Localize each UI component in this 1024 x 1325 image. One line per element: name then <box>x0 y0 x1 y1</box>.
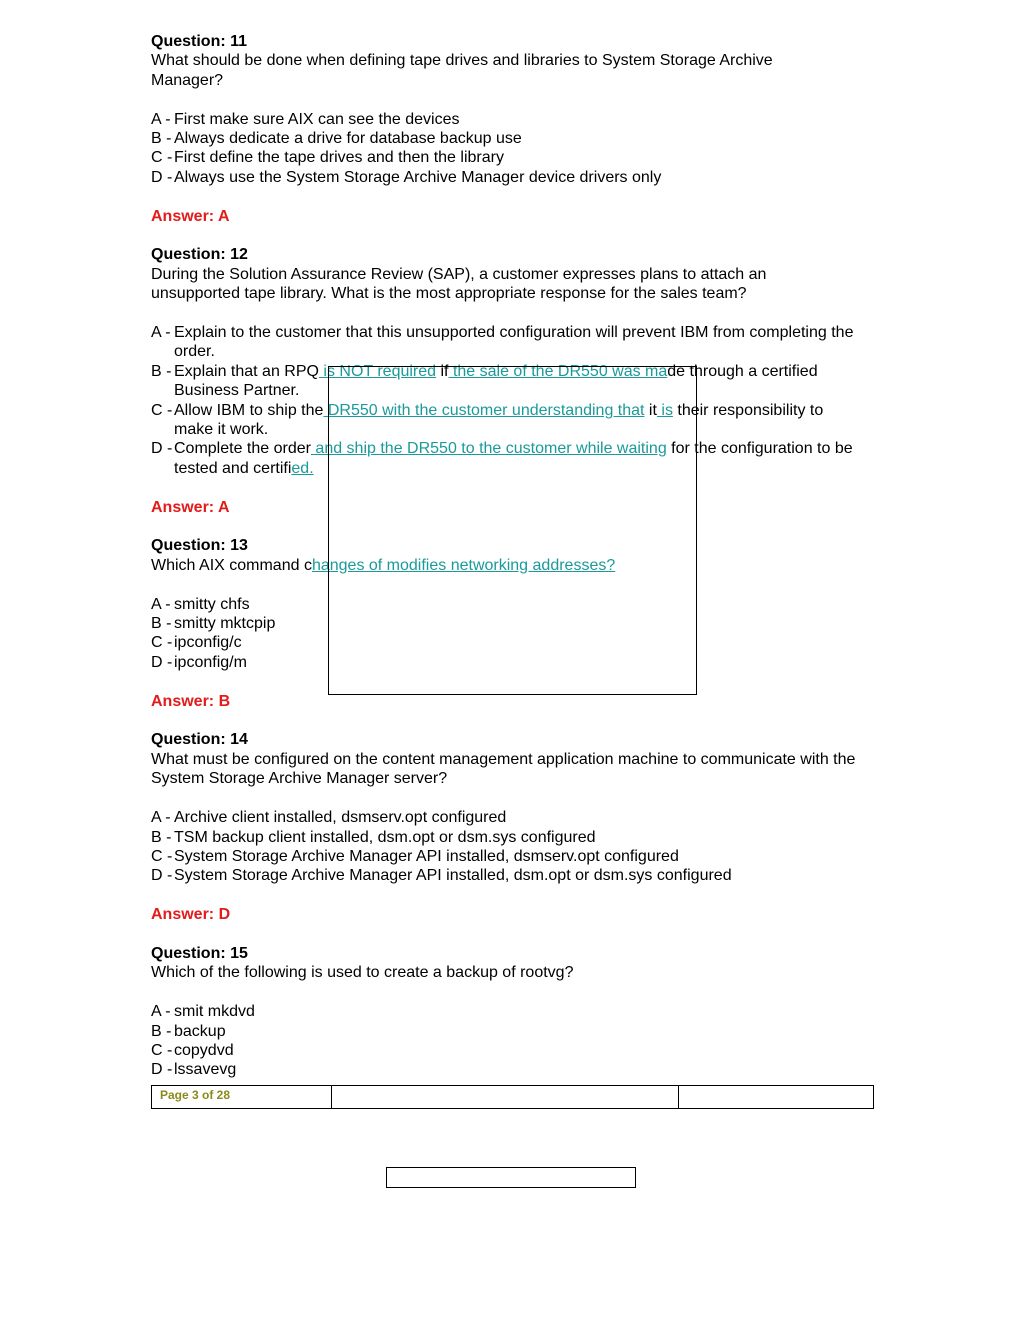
option-item <box>151 808 871 827</box>
option-item <box>151 323 871 362</box>
option-text: Explain to the customer that this unsupported configuration will prevent IBM from completing the order. <box>174 324 854 361</box>
option-item <box>151 614 871 633</box>
option-text: Archive client installed, dsmserv.opt configured <box>174 809 507 827</box>
option-letter: D - <box>151 440 173 458</box>
option-letter: C - <box>151 634 173 652</box>
question-text: During the Solution Assurance Review (SAP), a customer expresses plans to attach an unsupported tape library. What is the most appropriate response for the sales team? <box>151 265 767 303</box>
option-item <box>151 148 871 167</box>
text-link[interactable]: is <box>656 401 673 419</box>
text-link[interactable]: and ship the DR550 to the customer while waiting <box>310 440 667 458</box>
option-item <box>151 847 871 866</box>
option-letter: D - <box>151 867 173 885</box>
option-text: System Storage Archive Manager API installed, dsmserv.opt configured <box>174 847 679 865</box>
option-item <box>151 401 871 440</box>
option-text: Explain that an RPQ is NOT required if the sale of the DR550 was made through a certified Business Partner. <box>174 362 818 400</box>
answer-label: Answer: A <box>151 498 230 516</box>
text-link[interactable]: DR550 with the customer understanding that <box>323 401 645 419</box>
option-item <box>151 595 871 614</box>
option-text: Always dedicate a drive for database backup use <box>174 130 522 148</box>
question-title: Question: 12 <box>151 246 248 264</box>
text-link[interactable]: the sale of the DR550 was ma <box>448 362 668 380</box>
option-letter: B - <box>151 130 172 148</box>
option-item <box>151 633 871 652</box>
option-text: copydvd <box>174 1041 234 1059</box>
option-text: System Storage Archive Manager API installed, dsm.opt or dsm.sys configured <box>174 867 732 885</box>
option-item <box>151 1060 871 1079</box>
option-letter: D - <box>151 653 173 671</box>
text-link[interactable]: is NOT required <box>318 362 437 380</box>
question-title: Question: 15 <box>151 944 248 962</box>
option-letter: B - <box>151 362 172 380</box>
option-text: ipconfig/c <box>174 634 242 652</box>
option-letter: C - <box>151 149 173 167</box>
option-letter: B - <box>151 828 172 846</box>
option-text: Allow IBM to ship the DR550 with the customer understanding that it is their responsibility to make it work. <box>174 401 824 439</box>
question-title: Question: 14 <box>151 731 248 749</box>
option-item <box>151 1041 871 1060</box>
option-text: lssavevg <box>174 1061 237 1079</box>
option-item <box>151 362 871 401</box>
option-letter: A - <box>151 1003 171 1021</box>
option-letter: C - <box>151 1041 173 1059</box>
option-letter: B - <box>151 615 172 633</box>
option-item <box>151 168 871 187</box>
footer-cell <box>332 1086 679 1108</box>
option-letter: C - <box>151 401 173 419</box>
option-letter: A - <box>151 324 171 342</box>
option-text: Complete the order and ship the DR550 to the customer while waiting for the configuration to be tested and certified. <box>174 440 853 477</box>
answer-label: Answer: D <box>151 906 231 924</box>
question-text: Which AIX command changes of modifies networking addresses? <box>151 556 616 574</box>
option-item <box>151 129 871 148</box>
empty-text-box <box>386 1167 636 1188</box>
option-text: smit mkdvd <box>174 1003 255 1021</box>
option-letter: A - <box>151 809 171 827</box>
option-text: smitty chfs <box>174 595 250 613</box>
option-letter: A - <box>151 110 171 128</box>
question-text: What should be done when defining tape drives and libraries to System Storage Archive Manager? <box>151 52 773 89</box>
option-letter: D - <box>151 168 173 186</box>
option-text: backup <box>174 1022 226 1040</box>
option-item <box>151 439 871 478</box>
footer-cell <box>679 1086 873 1108</box>
option-letter: A - <box>151 595 171 613</box>
option-text: ipconfig/m <box>174 653 247 671</box>
answer-label: Answer: B <box>151 692 231 710</box>
option-letter: B - <box>151 1022 172 1040</box>
text-link[interactable]: hanges of modifies networking addresses? <box>311 556 616 574</box>
option-text: First make sure AIX can see the devices <box>174 110 460 128</box>
option-text: smitty mktcpip <box>174 615 276 633</box>
option-text: TSM backup client installed, dsm.opt or dsm.sys configured <box>174 828 596 846</box>
answer-label: Answer: A <box>151 207 230 225</box>
option-item <box>151 1002 871 1021</box>
option-item <box>151 110 871 129</box>
option-item <box>151 653 871 672</box>
option-letter: C - <box>151 847 173 865</box>
option-item <box>151 1022 871 1041</box>
question-text: Which of the following is used to create a backup of rootvg? <box>151 964 574 982</box>
option-item <box>151 866 871 885</box>
question-title: Question: 13 <box>151 537 248 555</box>
question-title: Question: 11 <box>151 33 248 50</box>
page-number: Page 3 of 28 <box>160 1088 231 1102</box>
page-footer <box>151 1085 874 1109</box>
question-text: What must be configured on the content management application machine to communicate with the System Storage Archive Manager server? <box>151 750 856 788</box>
footer-cell <box>152 1086 332 1108</box>
option-text: Always use the System Storage Archive Manager device drivers only <box>174 168 662 186</box>
option-item <box>151 828 871 847</box>
option-letter: D - <box>151 1061 173 1079</box>
document-body <box>151 32 871 1080</box>
option-text: First define the tape drives and then the library <box>174 149 504 167</box>
text-link[interactable]: ed. <box>291 459 314 477</box>
